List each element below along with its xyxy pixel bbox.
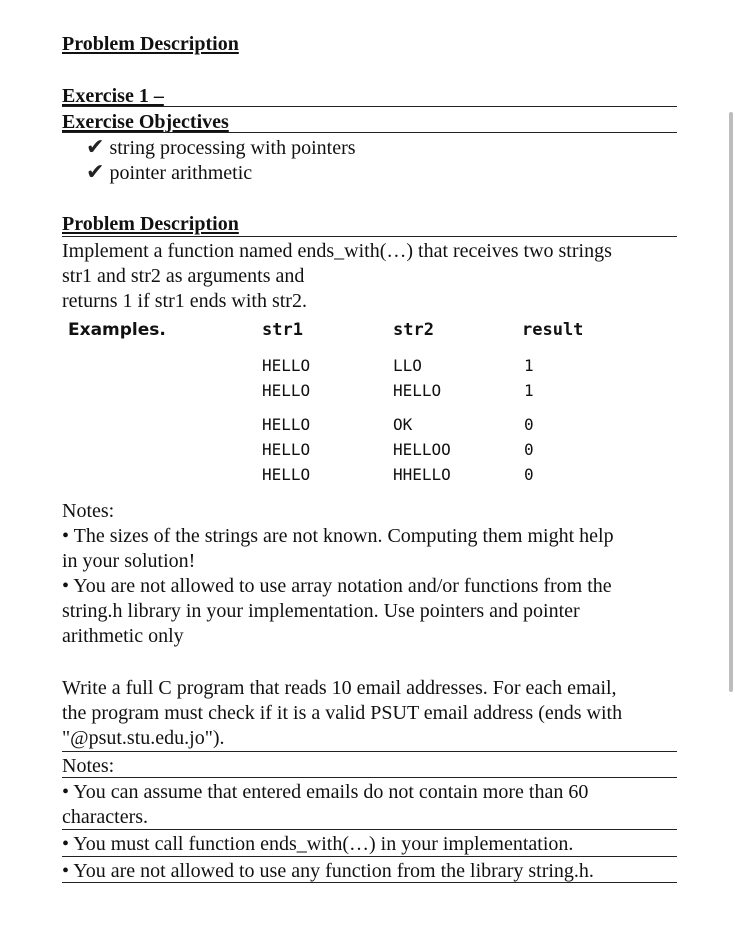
note-line: • The sizes of the strings are not known. Computing them might help	[62, 525, 614, 547]
cell-str1: HELLO	[262, 415, 311, 434]
notes-title: Notes:	[62, 755, 115, 777]
objective-text: pointer arithmetic	[109, 162, 253, 184]
objectives-title: Exercise Objectives	[62, 111, 229, 133]
note-line: • You must call function ends_with(…) in your implementation.	[62, 833, 574, 855]
cell-str2: HELLOO	[393, 440, 451, 459]
notes-title: Notes:	[62, 500, 115, 522]
cell-str1: HELLO	[262, 356, 311, 375]
page-title: Problem Description	[62, 33, 239, 55]
divider	[62, 132, 677, 133]
column-header-result: result	[522, 320, 584, 340]
divider	[62, 751, 677, 752]
checkmark-icon: ✔	[86, 135, 105, 160]
problem-title: Problem Description	[62, 213, 239, 235]
note-line: arithmetic only	[62, 625, 184, 647]
note-line: in your solution!	[62, 550, 196, 572]
note-line: string.h library in your implementation. Use pointers and pointer	[62, 600, 580, 622]
note-line: characters.	[62, 806, 149, 828]
divider	[62, 236, 677, 237]
objective-item	[86, 161, 252, 185]
problem-line: str1 and str2 as arguments and	[62, 265, 305, 287]
divider	[62, 856, 677, 857]
program-line: the program must check if it is a valid PSUT email address (ends with	[62, 702, 623, 724]
cell-result: 1	[524, 356, 534, 375]
problem-line: Implement a function named ends_with(…) that receives two strings	[62, 240, 612, 262]
cell-str2: HHELLO	[393, 465, 451, 484]
cell-str1: HELLO	[262, 465, 311, 484]
column-header-str2: str2	[393, 320, 434, 340]
exercise-title: Exercise 1 –	[62, 85, 164, 107]
problem-line: returns 1 if str1 ends with str2.	[62, 290, 307, 312]
program-line: "@psut.stu.edu.jo").	[62, 727, 225, 749]
divider	[62, 777, 677, 778]
vertical-scrollbar[interactable]	[729, 112, 733, 692]
divider	[62, 829, 677, 830]
objective-item	[86, 136, 356, 160]
column-header-str1: str1	[262, 320, 303, 340]
cell-result: 0	[524, 465, 534, 484]
divider	[62, 882, 677, 883]
note-line: • You are not allowed to use any function from the library string.h.	[62, 860, 594, 882]
cell-result: 1	[524, 381, 534, 400]
checkmark-icon: ✔	[86, 160, 105, 185]
examples-label: Examples.	[68, 320, 166, 340]
cell-str1: HELLO	[262, 440, 311, 459]
note-line: • You are not allowed to use array notation and/or functions from the	[62, 575, 612, 597]
cell-str2: OK	[393, 415, 413, 434]
cell-result: 0	[524, 440, 534, 459]
cell-str1: HELLO	[262, 381, 311, 400]
note-line: • You can assume that entered emails do not contain more than 60	[62, 781, 589, 803]
objective-text: string processing with pointers	[109, 137, 356, 159]
cell-str2: LLO	[393, 356, 422, 375]
divider	[62, 106, 677, 107]
program-line: Write a full C program that reads 10 email addresses. For each email,	[62, 677, 617, 699]
cell-result: 0	[524, 415, 534, 434]
cell-str2: HELLO	[393, 381, 442, 400]
